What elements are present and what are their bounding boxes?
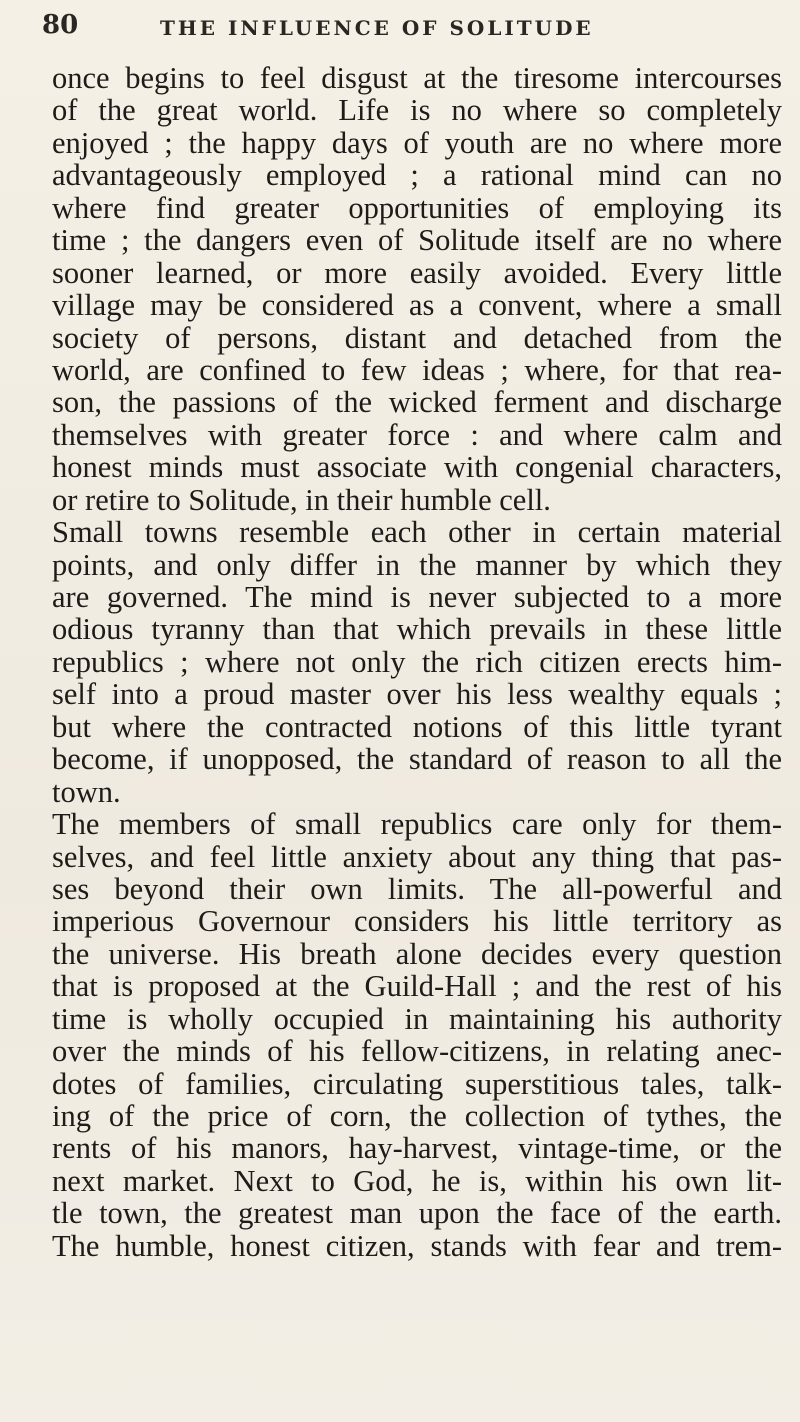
text-line: that is proposed at the Guild-Hall ; and the rest of his	[52, 969, 782, 1004]
text-line: selves, and feel little anxiety about any thing that pas-	[52, 839, 782, 874]
page-header	[42, 8, 782, 52]
text-line: self into a proud master over his less wealthy equals ;	[52, 677, 782, 712]
page-number: 80	[42, 10, 79, 40]
text-line: are governed. The mind is never subjected to a more	[52, 580, 782, 614]
text-line: over the minds of his fellow-citizens, in relating anec-	[52, 1034, 782, 1069]
text-line: rents of his manors, hay-harvest, vintage-time, or the	[52, 1131, 782, 1166]
text-line: ing of the price of corn, the collection of tythes, the	[52, 1099, 782, 1133]
text-line: son, the passions of the wicked ferment and discharge	[52, 385, 782, 420]
text-line: advantageously employed ; a rational mind can no	[52, 158, 782, 193]
text-line: once begins to feel disgust at the tiresome intercourses	[52, 61, 782, 95]
text-line: town.	[52, 774, 121, 809]
text-line: become, if unopposed, the standard of reason to all the	[52, 742, 782, 777]
text-line: The members of small republics care only for them-	[52, 807, 782, 842]
text-line: tle town, the greatest man upon the face of the earth.	[52, 1196, 782, 1231]
text-line: honest minds must associate with congenial characters,	[52, 450, 782, 485]
text-line: or retire to Solitude, in their humble cell.	[52, 482, 551, 517]
text-line: society of persons, distant and detached from the	[52, 320, 782, 355]
text-line: next market. Next to God, he is, within his own lit-	[52, 1163, 782, 1198]
text-line: village may be considered as a convent, where a small	[52, 288, 782, 323]
text-line: themselves with greater force : and where calm and	[52, 417, 782, 452]
text-line: time ; the dangers even of Solitude itself are no where	[52, 223, 782, 258]
text-line: world, are confined to few ideas ; where, for that rea-	[52, 352, 782, 387]
text-line: republics ; where not only the rich citizen erects him-	[52, 644, 782, 679]
text-line: where find greater opportunities of employing its	[52, 190, 782, 225]
running-head: THE INFLUENCE OF SOLITUDE	[160, 16, 594, 40]
text-line: the universe. His breath alone decides every question	[52, 936, 782, 971]
text-line: sooner learned, or more easily avoided. Every little	[52, 255, 782, 290]
text-line: dotes of families, circulating superstitious tales, talk-	[52, 1066, 782, 1101]
text-line: time is wholly occupied in maintaining his authority	[52, 1001, 782, 1036]
text-line: but where the contracted notions of this little tyrant	[52, 709, 782, 744]
text-line: Small towns resemble each other in certain material	[52, 515, 782, 550]
text-line: of the great world. Life is no where so completely	[52, 93, 782, 128]
text-line: ses beyond their own limits. The all-powerful and	[52, 871, 782, 906]
text-line: The humble, honest citizen, stands with fear and trem-	[52, 1228, 782, 1263]
text-line: points, and only differ in the manner by which they	[52, 547, 782, 582]
text-line: enjoyed ; the happy days of youth are no where more	[52, 125, 782, 160]
body-text	[52, 62, 782, 1262]
text-line: imperious Governour considers his little territory as	[52, 904, 782, 939]
text-line: odious tyranny than that which prevails in these little	[52, 612, 782, 647]
